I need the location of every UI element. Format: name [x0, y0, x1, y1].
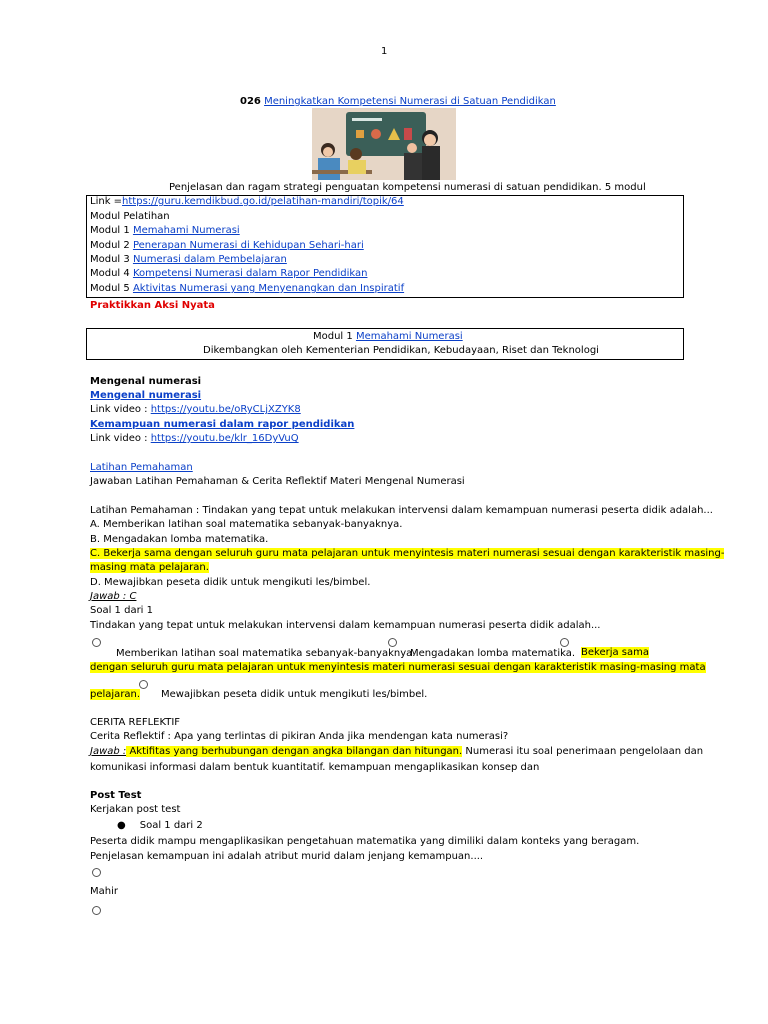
mengenal-link[interactable]: Mengenal numerasi	[90, 390, 202, 401]
option-c-text: masing mata pelajaran.	[90, 562, 209, 573]
cerita-answer-line2: komunikasi informasi dalam bentuk kuantitatif. kemampuan mengaplikasikan konsep dan	[90, 762, 540, 773]
module-prefix: Modul 4	[90, 268, 133, 279]
module-prefix: Modul 2	[90, 240, 133, 251]
radio-option-3-text: Bekerja sama	[581, 647, 650, 658]
rapor-link-line	[90, 419, 354, 430]
modul-box-link[interactable]: Memahami Numerasi	[355, 331, 463, 342]
info-link-line	[90, 196, 404, 207]
course-illustration	[312, 108, 456, 180]
radio-option-3-text: pelajaran.	[90, 689, 141, 700]
video-label: Link video :	[90, 404, 151, 415]
radio-option-4-label: Mewajibkan peseta didik untuk mengikuti les/bimbel.	[161, 689, 428, 700]
module-link-3[interactable]: Numerasi dalam Pembelajaran	[132, 254, 287, 265]
course-url-link[interactable]: https://guru.kemdikbud.go.id/pelatihan-mandiri/topik/64	[122, 196, 404, 207]
modul-pelatihan-label: Modul Pelatihan	[90, 211, 170, 222]
module-link-1[interactable]: Memahami Numerasi	[132, 225, 240, 236]
option-c-text: C. Bekerja sama dengan seluruh guru mata pelajaran untuk menyintesis materi numerasi sesuai dengan karakteristik masing-	[90, 548, 725, 559]
radio-option-3-label	[581, 647, 649, 658]
module-item-5	[90, 283, 404, 294]
radio-option-3-text: dengan seluruh guru mata pelajaran untuk menyintesis materi numerasi sesuai dengan karakteristik masing-masing mata	[90, 662, 706, 673]
radio-option-3[interactable]	[560, 638, 569, 647]
cerita-answer-rest: Numerasi itu soal penerimaan pengelolaan dan	[462, 746, 704, 757]
module-prefix: Modul 3	[90, 254, 133, 265]
modul-box-subtitle: Dikembangkan oleh Kementerian Pendidikan, Kebudayaan, Riset dan Teknologi	[203, 345, 599, 356]
module-link-4[interactable]: Kompetensi Numerasi dalam Rapor Pendidikan	[132, 268, 368, 279]
post-test-radio-1[interactable]	[92, 868, 101, 877]
option-c-line1	[90, 548, 724, 559]
soal-counter: Soal 1 dari 1	[90, 605, 153, 616]
radio-option-1-label: Memberikan latihan soal matematika sebanyak-banyaknya.	[116, 648, 416, 659]
cerita-heading: CERITA REFLEKTIF	[90, 717, 181, 728]
jawab-answer: Jawab : C	[90, 591, 137, 602]
rapor-link[interactable]: Kemampuan numerasi dalam rapor pendidikan	[90, 419, 355, 430]
option-c-line2	[90, 562, 209, 573]
post-test-question-line2: Penjelasan kemampuan ini adalah atribut murid dalam jenjang kemampuan....	[90, 851, 484, 862]
modul-prefix: Modul 1	[313, 331, 356, 342]
module-prefix: Modul 1	[90, 225, 133, 236]
post-test-radio-2[interactable]	[92, 906, 101, 915]
radio-option-4[interactable]	[139, 680, 148, 689]
video-link-2[interactable]: https://youtu.be/klr_16DyVuQ	[150, 433, 299, 444]
module-item-2	[90, 240, 364, 251]
mengenal-link-line	[90, 390, 201, 401]
radio-option-2-label: Mengadakan lomba matematika.	[410, 648, 576, 659]
post-test-question-line1: Peserta didik mampu mengaplikasikan pengetahuan matematika yang dimiliki dalam konteks yang beragam.	[90, 836, 640, 847]
cerita-answer-line1	[90, 746, 703, 757]
post-test-sub: Kerjakan post test	[90, 804, 181, 815]
radio-option-2[interactable]	[388, 638, 397, 647]
cerita-answer-highlight: Aktifitas yang berhubungan dengan angka bilangan dan hitungan.	[126, 746, 463, 757]
course-description: Penjelasan dan ragam strategi penguatan kompetensi numerasi di satuan pendidikan. 5 modul	[169, 182, 646, 193]
praktikkan-heading: Praktikkan Aksi Nyata	[90, 300, 215, 311]
module-link-2[interactable]: Penerapan Numerasi di Kehidupan Sehari-hari	[132, 240, 364, 251]
bullet-icon: ●	[117, 820, 126, 831]
cerita-jawab-label: Jawab :	[90, 746, 127, 757]
radio-option-3-line3	[90, 689, 140, 700]
module-item-4	[90, 268, 367, 279]
radio-option-3-line2	[90, 662, 706, 673]
course-title-link[interactable]: Meningkatkan Kompetensi Numerasi di Satuan Pendidikan	[264, 96, 556, 107]
post-test-bullet-item	[117, 820, 203, 831]
option-b: B. Mengadakan lomba matematika.	[90, 534, 269, 545]
video-line-1	[90, 404, 301, 415]
option-a: A. Memberikan latihan soal matematika sebanyak-banyaknya.	[90, 519, 403, 530]
video-label: Link video :	[90, 433, 151, 444]
course-code: 026	[240, 96, 261, 107]
post-test-bullet-text: Soal 1 dari 2	[139, 820, 203, 831]
latihan-question: Latihan Pemahaman : Tindakan yang tepat untuk melakukan intervensi dalam kemampuan numerasi peserta didik adalah...	[90, 505, 713, 516]
mengenal-heading: Mengenal numerasi	[90, 376, 202, 387]
video-line-2	[90, 433, 299, 444]
option-d: D. Mewajibkan peseta didik untuk mengikuti les/bimbel.	[90, 577, 371, 588]
latihan-subtitle: Jawaban Latihan Pemahaman & Cerita Reflektif Materi Mengenal Numerasi	[90, 476, 465, 487]
cerita-question: Cerita Reflektif : Apa yang terlintas di pikiran Anda jika mendengan kata numerasi?	[90, 731, 509, 742]
latihan-link[interactable]: Latihan Pemahaman	[90, 462, 193, 473]
page-number: 1	[381, 46, 388, 57]
module-link-5[interactable]: Aktivitas Numerasi yang Menyenangkan dan Inspiratif	[132, 283, 405, 294]
latihan-question-2: Tindakan yang tepat untuk melakukan intervensi dalam kemampuan numerasi peserta didik adalah...	[90, 620, 601, 631]
link-label: Link =	[90, 196, 123, 207]
page-title	[240, 96, 556, 107]
post-test-heading: Post Test	[90, 790, 142, 801]
modul-box-title	[313, 331, 463, 342]
module-item-3	[90, 254, 287, 265]
radio-option-1[interactable]	[92, 638, 101, 647]
module-item-1	[90, 225, 240, 236]
video-link-1[interactable]: https://youtu.be/oRyCLjXZYK8	[150, 404, 301, 415]
latihan-heading-line	[90, 462, 193, 473]
module-prefix: Modul 5	[90, 283, 133, 294]
post-test-option-mahir: Mahir	[90, 886, 118, 897]
